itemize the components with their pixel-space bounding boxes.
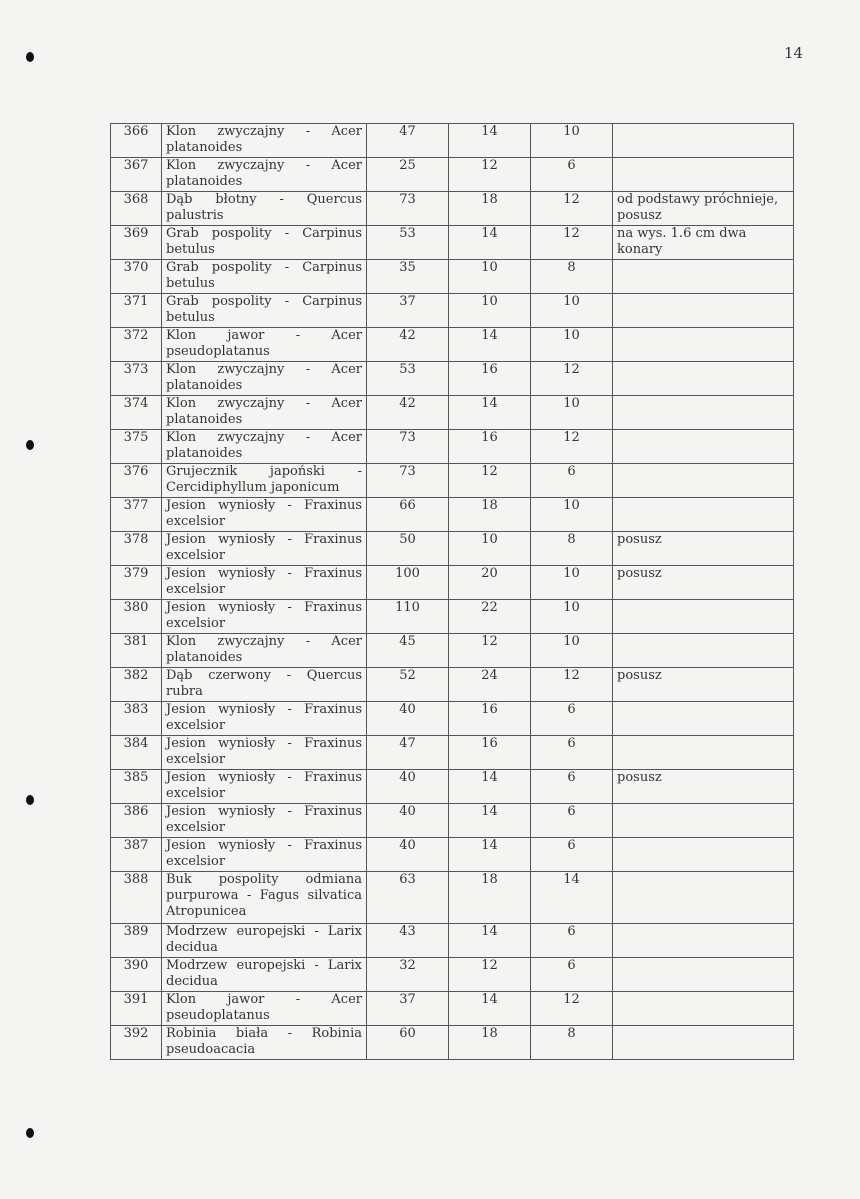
table-row <box>111 192 794 226</box>
value-cell-3: 12 <box>531 226 613 260</box>
value-cell-1: 73 <box>367 430 449 464</box>
value-cell-1: 40 <box>367 770 449 804</box>
tree-number-cell: 369 <box>111 226 162 260</box>
species-name-cell: Dąb czerwony - Quercus rubra <box>162 668 367 702</box>
remark-cell <box>613 992 794 1026</box>
species-name-cell: Jesion wyniosły - Fraxinus excelsior <box>162 566 367 600</box>
value-cell-3: 12 <box>531 430 613 464</box>
table-row <box>111 498 794 532</box>
value-cell-3: 6 <box>531 736 613 770</box>
remark-cell: posusz <box>613 668 794 702</box>
value-cell-2: 22 <box>449 600 531 634</box>
value-cell-3: 6 <box>531 158 613 192</box>
value-cell-1: 40 <box>367 838 449 872</box>
value-cell-3: 10 <box>531 600 613 634</box>
value-cell-2: 18 <box>449 1026 531 1060</box>
value-cell-2: 12 <box>449 634 531 668</box>
value-cell-1: 60 <box>367 1026 449 1060</box>
value-cell-2: 16 <box>449 430 531 464</box>
tree-number-cell: 386 <box>111 804 162 838</box>
value-cell-3: 6 <box>531 464 613 498</box>
tree-number-cell: 383 <box>111 702 162 736</box>
species-name-cell: Dąb błotny - Quercus palustris <box>162 192 367 226</box>
tree-number-cell: 376 <box>111 464 162 498</box>
value-cell-2: 14 <box>449 396 531 430</box>
value-cell-2: 16 <box>449 362 531 396</box>
species-name-cell: Jesion wyniosły - Fraxinus excelsior <box>162 770 367 804</box>
remark-cell: od podstawy próchnieje, posusz <box>613 192 794 226</box>
value-cell-1: 42 <box>367 396 449 430</box>
remark-cell <box>613 600 794 634</box>
value-cell-1: 63 <box>367 872 449 924</box>
species-name-cell: Buk pospolity odmiana purpurowa - Fagus silvatica Atropunicea <box>162 872 367 924</box>
value-cell-1: 32 <box>367 958 449 992</box>
value-cell-2: 18 <box>449 872 531 924</box>
value-cell-1: 47 <box>367 124 449 158</box>
species-name-cell: Modrzew europejski - Larix decidua <box>162 958 367 992</box>
tree-number-cell: 373 <box>111 362 162 396</box>
tree-number-cell: 375 <box>111 430 162 464</box>
value-cell-3: 10 <box>531 498 613 532</box>
value-cell-2: 10 <box>449 532 531 566</box>
value-cell-1: 43 <box>367 924 449 958</box>
tree-number-cell: 384 <box>111 736 162 770</box>
page-number: 14 <box>784 44 804 62</box>
punch-hole-mark <box>26 440 34 450</box>
species-name-cell: Klon jawor - Acer pseudoplatanus <box>162 328 367 362</box>
value-cell-3: 6 <box>531 804 613 838</box>
value-cell-2: 12 <box>449 958 531 992</box>
value-cell-1: 35 <box>367 260 449 294</box>
tree-number-cell: 368 <box>111 192 162 226</box>
value-cell-2: 14 <box>449 770 531 804</box>
table-body <box>111 124 794 1060</box>
table-row <box>111 872 794 924</box>
species-name-cell: Jesion wyniosły - Fraxinus excelsior <box>162 838 367 872</box>
value-cell-3: 6 <box>531 924 613 958</box>
tree-number-cell: 370 <box>111 260 162 294</box>
tree-number-cell: 374 <box>111 396 162 430</box>
table-row <box>111 396 794 430</box>
tree-number-cell: 387 <box>111 838 162 872</box>
value-cell-3: 10 <box>531 294 613 328</box>
table-row <box>111 294 794 328</box>
tree-number-cell: 371 <box>111 294 162 328</box>
table-row <box>111 992 794 1026</box>
value-cell-1: 50 <box>367 532 449 566</box>
value-cell-3: 8 <box>531 532 613 566</box>
value-cell-1: 53 <box>367 226 449 260</box>
value-cell-2: 16 <box>449 736 531 770</box>
tree-number-cell: 366 <box>111 124 162 158</box>
value-cell-3: 14 <box>531 872 613 924</box>
species-name-cell: Klon jawor - Acer pseudoplatanus <box>162 992 367 1026</box>
value-cell-2: 20 <box>449 566 531 600</box>
value-cell-3: 6 <box>531 770 613 804</box>
tree-number-cell: 367 <box>111 158 162 192</box>
species-name-cell: Jesion wyniosły - Fraxinus excelsior <box>162 736 367 770</box>
value-cell-3: 10 <box>531 634 613 668</box>
value-cell-2: 12 <box>449 464 531 498</box>
table-row <box>111 838 794 872</box>
value-cell-3: 10 <box>531 566 613 600</box>
value-cell-1: 25 <box>367 158 449 192</box>
value-cell-2: 14 <box>449 992 531 1026</box>
remark-cell <box>613 396 794 430</box>
value-cell-2: 18 <box>449 192 531 226</box>
remark-cell <box>613 362 794 396</box>
remark-cell <box>613 736 794 770</box>
value-cell-3: 12 <box>531 992 613 1026</box>
table-row <box>111 328 794 362</box>
species-name-cell: Jesion wyniosły - Fraxinus excelsior <box>162 600 367 634</box>
remark-cell <box>613 1026 794 1060</box>
tree-number-cell: 381 <box>111 634 162 668</box>
remark-cell <box>613 804 794 838</box>
table-row <box>111 260 794 294</box>
species-name-cell: Jesion wyniosły - Fraxinus excelsior <box>162 804 367 838</box>
table-row <box>111 958 794 992</box>
value-cell-1: 47 <box>367 736 449 770</box>
table-row <box>111 804 794 838</box>
species-name-cell: Klon zwyczajny - Acer platanoides <box>162 396 367 430</box>
table-row <box>111 430 794 464</box>
value-cell-1: 100 <box>367 566 449 600</box>
remark-cell <box>613 260 794 294</box>
tree-number-cell: 392 <box>111 1026 162 1060</box>
table-row <box>111 226 794 260</box>
value-cell-1: 66 <box>367 498 449 532</box>
value-cell-3: 6 <box>531 958 613 992</box>
value-cell-2: 12 <box>449 158 531 192</box>
tree-inventory-table <box>110 123 794 1060</box>
tree-number-cell: 379 <box>111 566 162 600</box>
value-cell-1: 42 <box>367 328 449 362</box>
value-cell-3: 8 <box>531 260 613 294</box>
value-cell-1: 40 <box>367 804 449 838</box>
value-cell-1: 110 <box>367 600 449 634</box>
value-cell-1: 37 <box>367 294 449 328</box>
remark-cell: posusz <box>613 566 794 600</box>
value-cell-2: 16 <box>449 702 531 736</box>
species-name-cell: Jesion wyniosły - Fraxinus excelsior <box>162 532 367 566</box>
table-row <box>111 600 794 634</box>
punch-hole-mark <box>26 52 34 62</box>
table-row <box>111 566 794 600</box>
species-name-cell: Jesion wyniosły - Fraxinus excelsior <box>162 498 367 532</box>
value-cell-2: 14 <box>449 804 531 838</box>
remark-cell <box>613 924 794 958</box>
value-cell-2: 18 <box>449 498 531 532</box>
remark-cell: posusz <box>613 770 794 804</box>
value-cell-1: 37 <box>367 992 449 1026</box>
species-name-cell: Grab pospolity - Carpinus betulus <box>162 226 367 260</box>
species-name-cell: Grab pospolity - Carpinus betulus <box>162 294 367 328</box>
remark-cell <box>613 430 794 464</box>
tree-number-cell: 382 <box>111 668 162 702</box>
species-name-cell: Klon zwyczajny - Acer platanoides <box>162 430 367 464</box>
tree-number-cell: 391 <box>111 992 162 1026</box>
table-row <box>111 736 794 770</box>
species-name-cell: Robinia biała - Robinia pseudoacacia <box>162 1026 367 1060</box>
table-row <box>111 532 794 566</box>
species-name-cell: Klon zwyczajny - Acer platanoides <box>162 124 367 158</box>
tree-number-cell: 377 <box>111 498 162 532</box>
tree-number-cell: 372 <box>111 328 162 362</box>
remark-cell: posusz <box>613 532 794 566</box>
remark-cell <box>613 702 794 736</box>
tree-number-cell: 390 <box>111 958 162 992</box>
table-row <box>111 362 794 396</box>
tree-number-cell: 378 <box>111 532 162 566</box>
value-cell-2: 10 <box>449 260 531 294</box>
table-row <box>111 702 794 736</box>
punch-hole-mark <box>26 795 34 805</box>
remark-cell <box>613 294 794 328</box>
value-cell-3: 10 <box>531 328 613 362</box>
value-cell-3: 8 <box>531 1026 613 1060</box>
table-row <box>111 1026 794 1060</box>
species-name-cell: Klon zwyczajny - Acer platanoides <box>162 158 367 192</box>
value-cell-3: 6 <box>531 838 613 872</box>
tree-number-cell: 385 <box>111 770 162 804</box>
table-row <box>111 668 794 702</box>
value-cell-3: 10 <box>531 124 613 158</box>
table-row <box>111 770 794 804</box>
remark-cell <box>613 158 794 192</box>
table-row <box>111 158 794 192</box>
value-cell-1: 53 <box>367 362 449 396</box>
tree-number-cell: 389 <box>111 924 162 958</box>
value-cell-3: 12 <box>531 668 613 702</box>
table-row <box>111 634 794 668</box>
species-name-cell: Grujecznik japoński - Cercidiphyllum japonicum <box>162 464 367 498</box>
remark-cell <box>613 838 794 872</box>
remark-cell <box>613 124 794 158</box>
value-cell-1: 73 <box>367 464 449 498</box>
value-cell-2: 14 <box>449 226 531 260</box>
remark-cell <box>613 328 794 362</box>
tree-number-cell: 380 <box>111 600 162 634</box>
remark-cell <box>613 498 794 532</box>
value-cell-1: 73 <box>367 192 449 226</box>
remark-cell <box>613 958 794 992</box>
table-row <box>111 464 794 498</box>
value-cell-2: 14 <box>449 838 531 872</box>
punch-hole-mark <box>26 1128 34 1138</box>
value-cell-2: 14 <box>449 328 531 362</box>
remark-cell <box>613 872 794 924</box>
value-cell-3: 12 <box>531 192 613 226</box>
value-cell-1: 52 <box>367 668 449 702</box>
species-name-cell: Jesion wyniosły - Fraxinus excelsior <box>162 702 367 736</box>
value-cell-3: 6 <box>531 702 613 736</box>
value-cell-2: 24 <box>449 668 531 702</box>
species-name-cell: Klon zwyczajny - Acer platanoides <box>162 634 367 668</box>
value-cell-2: 14 <box>449 124 531 158</box>
tree-number-cell: 388 <box>111 872 162 924</box>
species-name-cell: Klon zwyczajny - Acer platanoides <box>162 362 367 396</box>
remark-cell <box>613 634 794 668</box>
value-cell-2: 14 <box>449 924 531 958</box>
value-cell-1: 45 <box>367 634 449 668</box>
value-cell-3: 10 <box>531 396 613 430</box>
table-row <box>111 124 794 158</box>
value-cell-3: 12 <box>531 362 613 396</box>
value-cell-1: 40 <box>367 702 449 736</box>
remark-cell <box>613 464 794 498</box>
value-cell-2: 10 <box>449 294 531 328</box>
remark-cell: na wys. 1.6 cm dwa konary <box>613 226 794 260</box>
table-row <box>111 924 794 958</box>
species-name-cell: Grab pospolity - Carpinus betulus <box>162 260 367 294</box>
species-name-cell: Modrzew europejski - Larix decidua <box>162 924 367 958</box>
